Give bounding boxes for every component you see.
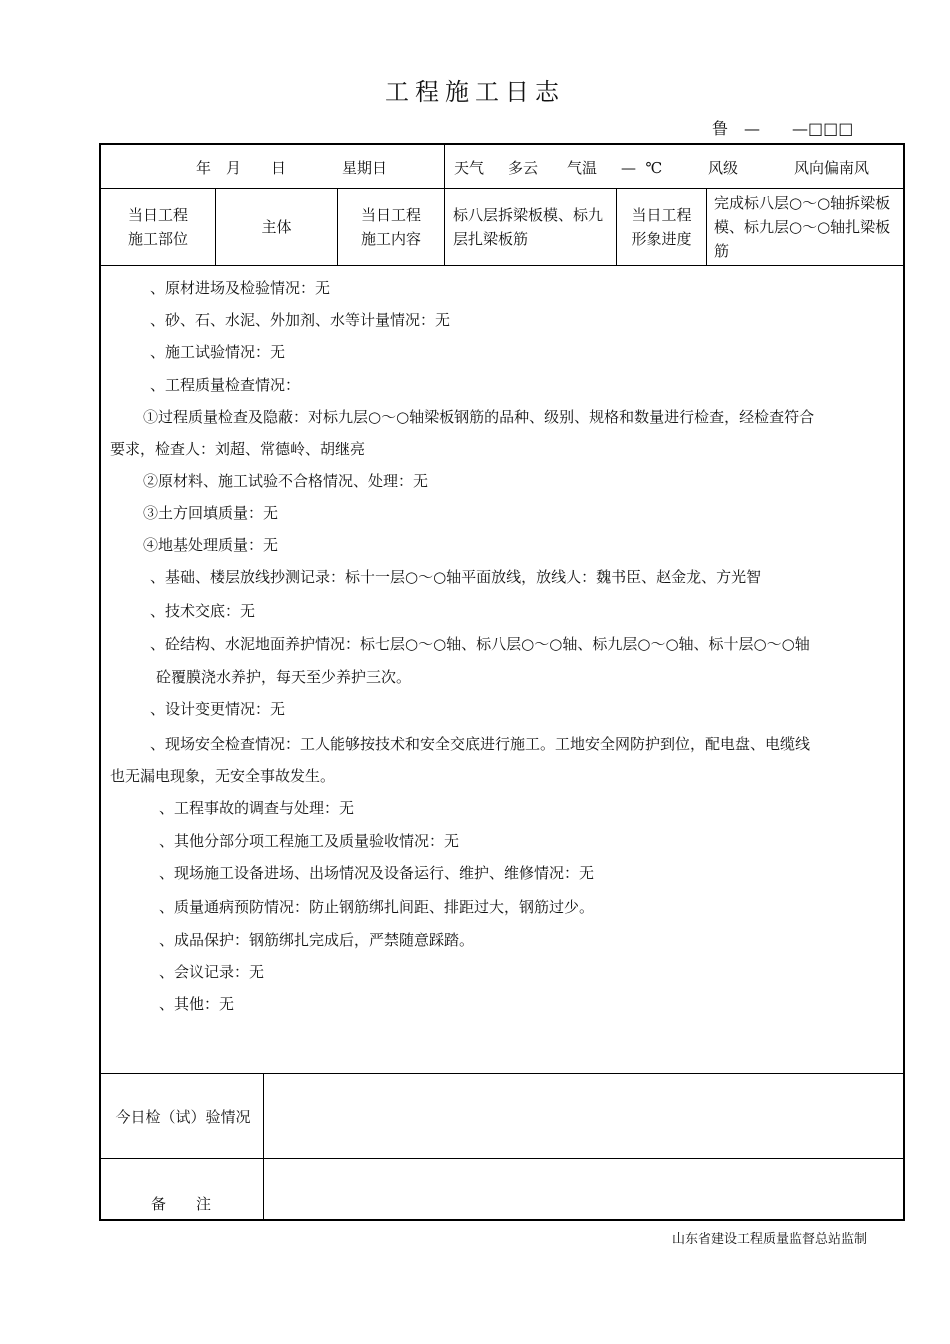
row-divider <box>101 265 903 266</box>
document-number: 鲁 — —□□□ <box>712 119 854 138</box>
construction-content-label: 当日工程 施工内容 <box>360 206 421 248</box>
log-line: 、技术交底：无 <box>150 602 256 620</box>
log-line: 、其他：无 <box>159 995 235 1013</box>
log-line: 、工程质量检查情况： <box>150 376 301 394</box>
weather-value: 多云 <box>508 159 539 177</box>
log-line: 、原材进场及检验情况：无 <box>150 279 331 297</box>
weekday-field: 星期日 <box>342 159 388 177</box>
log-line: ④地基处理质量：无 <box>143 536 279 554</box>
construction-part-value: 主体 <box>261 218 292 236</box>
log-line: 、工程事故的调查与处理：无 <box>159 799 355 817</box>
wind-level-label: 风级 <box>708 159 739 177</box>
log-line: 、基础、楼层放线抄测记录：标十一层○～○轴平面放线，放线人：魏书臣、赵金龙、方光智 <box>150 568 762 586</box>
column-divider <box>263 1073 264 1221</box>
progress-value: 完成标八层○～○轴拆梁板模、标九层○～○轴扎梁板筋 <box>714 194 891 260</box>
log-line: ①过程质量检查及隐蔽：对标九层○～○轴梁板钢筋的品种、级别、规格和数量进行检查，经检查符合 <box>143 408 815 426</box>
construction-part-label: 当日工程 施工部位 <box>127 206 188 248</box>
log-line: 也无漏电现象，无安全事故发生。 <box>110 767 336 785</box>
temperature-value: — ℃ <box>621 159 663 177</box>
daily-inspection-label: 今日检（试）验情况 <box>115 1108 251 1126</box>
date-field: 年 月 日 <box>196 159 287 177</box>
log-line: 、砼结构、水泥地面养护情况：标七层○～○轴、标八层○～○轴、标九层○～○轴、标十层○～○轴 <box>150 635 810 653</box>
log-line: 、施工试验情况：无 <box>150 343 286 361</box>
issuer-note: 山东省建设工程质量监督总站监制 <box>672 1232 868 1247</box>
log-line: 砼覆膜浇水养护，每天至少养护三次。 <box>156 668 412 686</box>
log-line: 、会议记录：无 <box>159 963 265 981</box>
row-divider <box>101 1073 903 1074</box>
log-line: 、成品保护：钢筋绑扎完成后，严禁随意踩踏。 <box>159 931 475 949</box>
log-line: ③土方回填质量：无 <box>143 504 279 522</box>
document-title: 工程施工日志 <box>385 78 565 106</box>
log-line: 、其他分部分项工程施工及质量验收情况：无 <box>159 832 460 850</box>
log-line: 、现场安全检查情况：工人能够按技术和安全交底进行施工。工地安全网防护到位，配电盘、电缆线 <box>150 735 811 753</box>
log-line: 、设计变更情况：无 <box>150 700 286 718</box>
construction-content-value: 标八层拆梁板模、标九层扎梁板筋 <box>453 206 604 248</box>
log-line: 要求，检查人：刘超、常德岭、胡继亮 <box>110 440 366 458</box>
log-line: ②原材料、施工试验不合格情况、处理：无 <box>143 472 429 490</box>
column-divider <box>706 188 707 265</box>
remarks-label: 备 注 <box>151 1195 212 1213</box>
log-line: 、质量通病预防情况：防止钢筋绑扎间距、排距过大，钢筋过少。 <box>159 898 595 916</box>
column-divider <box>444 145 445 265</box>
row-divider <box>101 1158 903 1159</box>
log-line: 、砂、石、水泥、外加剂、水等计量情况：无 <box>150 311 451 329</box>
temperature-label: 气温 <box>567 159 598 177</box>
wind-direction: 风向偏南风 <box>794 159 870 177</box>
row-divider <box>101 188 903 189</box>
log-line: 、现场施工设备进场、出场情况及设备运行、维护、维修情况：无 <box>159 864 595 882</box>
progress-label: 当日工程 形象进度 <box>631 206 692 248</box>
weather-label: 天气 <box>454 159 485 177</box>
log-table <box>99 143 905 1221</box>
